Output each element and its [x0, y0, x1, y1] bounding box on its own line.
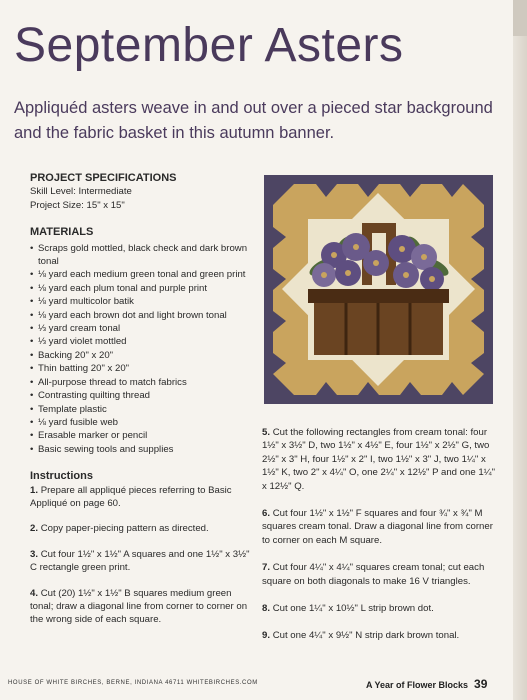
list-item: • ⅓ yard violet mottled — [30, 335, 255, 348]
list-item: • ⅛ yard multicolor batik — [30, 295, 255, 308]
footer-book-info — [366, 677, 487, 691]
instruction-step — [262, 426, 500, 493]
skill-level: Skill Level: Intermediate — [30, 186, 132, 198]
step-text: Prepare all appliqué pieces referring to Basic Appliqué on page 60. — [30, 484, 232, 509]
left-column — [30, 172, 255, 635]
project-specifications — [30, 172, 255, 212]
basket-rim — [308, 289, 449, 303]
step-number: 3. — [30, 548, 39, 560]
materials-heading: MATERIALS — [30, 226, 94, 239]
step-number: 5. — [262, 427, 271, 438]
step-text: Copy paper-piecing pattern as directed. — [40, 523, 209, 535]
list-item: • All-purpose thread to match fabrics — [30, 376, 255, 389]
instruction-step — [262, 629, 500, 642]
materials-list — [30, 242, 255, 457]
step-text: Cut four 1½" x 1½" A squares and one 1½" x 3½" C rectangle green print. — [30, 548, 250, 574]
list-item: • Erasable marker or pencil — [30, 429, 255, 442]
list-item: • Scraps gold mottled, black check and dark brown tonal — [30, 242, 255, 269]
step-number: 9. — [262, 630, 271, 642]
page-number: 39 — [474, 677, 488, 691]
list-item: • ⅛ yard each plum tonal and purple print — [30, 282, 255, 295]
step-number: 2. — [30, 523, 39, 535]
instructions-section — [30, 470, 255, 627]
list-item: • ⅛ yard fusible web — [30, 416, 255, 429]
quilt-photo — [264, 175, 493, 404]
step-number: 4. — [30, 587, 39, 599]
step-text: Cut one 4¼" x 9½" N strip dark brown tonal. — [272, 630, 460, 642]
materials-section — [30, 226, 255, 456]
step-text: Cut four 1½" x 1½" F squares and four ¾" x ¾" M squares cream tonal. Draw a diagonal line from corner to corner on each M square. — [262, 508, 493, 546]
list-item: • ⅛ yard each medium green tonal and green print — [30, 268, 255, 281]
step-text: Cut four 4¼" x 4¼" squares cream tonal; cut each square on both diagonals to make 16 V triangles. — [262, 562, 485, 587]
instruction-step — [30, 587, 255, 627]
list-item: • Backing 20" x 20" — [30, 349, 255, 362]
instruction-step — [262, 602, 500, 615]
list-item: • Template plastic — [30, 403, 255, 416]
instruction-step — [30, 548, 255, 575]
list-item: • ⅛ yard each brown dot and light brown tonal — [30, 309, 255, 322]
step-number: 1. — [30, 484, 39, 496]
step-text: Cut (20) 1½" x 1½" B squares medium green tonal; draw a diagonal line from corner to corner on the wrong side of each square. — [30, 587, 248, 626]
step-text: Cut the following rectangles from cream tonal: four 1½" x 3½" D, two 1½" x 4½" E, four 1½" x 2½" G, two 2½" x 3" H, four 1½" x 2" I, two 1½" x 3" J, two 1¼" x 1½" K, two 2" x 4¼" O, one 2¼" x 12½" P and one 1¼" x 12½" Q. — [262, 427, 496, 492]
list-item: • Contrasting quilting thread — [30, 389, 255, 402]
list-item: • ⅓ yard cream tonal — [30, 322, 255, 335]
step-number: 6. — [262, 508, 271, 520]
step-number: 7. — [262, 562, 271, 574]
right-column — [262, 426, 500, 653]
footer-publisher: HOUSE OF WHITE BIRCHES, BERNE, INDIANA 46711 WHITEBIRCHES.COM — [8, 680, 258, 686]
page-title: September Asters — [14, 19, 404, 72]
footer-book-title: A Year of Flower Blocks — [366, 680, 469, 690]
list-item: • Basic sewing tools and supplies — [30, 443, 255, 456]
page-edge — [513, 0, 527, 700]
instruction-step — [262, 561, 500, 588]
page-edge-tab — [513, 0, 527, 36]
instructions-heading: Instructions — [30, 470, 93, 483]
instruction-step — [30, 484, 255, 511]
list-item: • Thin batting 20" x 20" — [30, 362, 255, 375]
project-size: Project Size: 15" x 15" — [30, 199, 125, 211]
step-number: 8. — [262, 603, 271, 615]
instruction-step — [262, 507, 500, 547]
instruction-step — [30, 522, 255, 535]
step-text: Cut one 1¼" x 10½" L strip brown dot. — [272, 603, 434, 615]
specs-heading: PROJECT SPECIFICATIONS — [30, 172, 177, 184]
intro-text: Appliquéd asters weave in and out over a pieced star background and the fabric basket in this autumn banner. — [14, 99, 493, 142]
